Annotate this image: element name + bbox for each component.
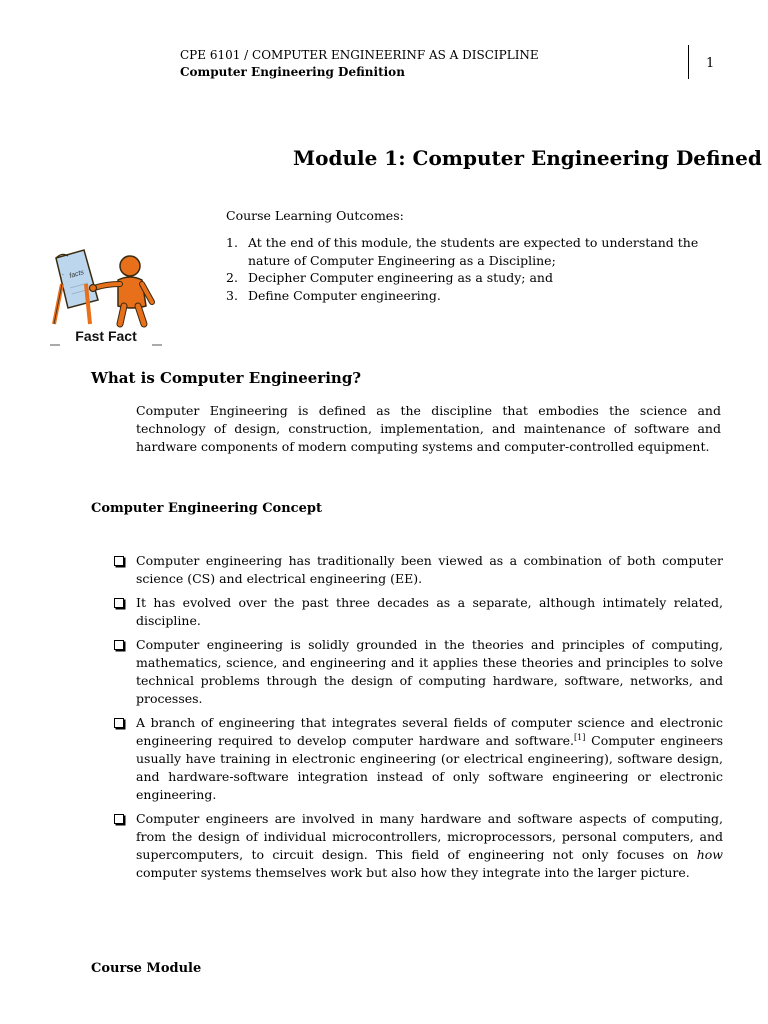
checkbox-bullet-icon <box>114 556 124 566</box>
section-heading-course-module: Course Module <box>91 961 202 976</box>
definition-paragraph: Computer Engineering is defined as the discipline that embodies the science and technology of design, construction, implementation, and maintenance of software and hardware components of modern computing systems and computer-controlled equipment. <box>136 403 721 454</box>
checkbox-bullet-icon <box>114 718 124 728</box>
bullet-text-before: A branch of engineering that integrates several fields of computer science and electronic engineering required to develop computer hardware and software. <box>136 715 723 748</box>
outcome-item <box>226 234 726 269</box>
section-heading-what-is: What is Computer Engineering? <box>91 369 362 387</box>
outcome-number: 2. <box>226 270 238 285</box>
concept-bullet-list <box>112 552 723 888</box>
svg-text:facts: facts <box>68 269 85 280</box>
outcome-text: Define Computer engineering. <box>248 287 441 303</box>
concept-bullet <box>112 552 723 588</box>
bullet-text-before: Computer engineers are involved in many hardware and software aspects of computing, from the design of individual microcontrollers, microprocessors, personal computers, and supercomputers, to circuit design. This field of engineering not only focuses on <box>136 811 723 862</box>
concept-bullet <box>112 810 723 882</box>
module-title: Module 1: Computer Engineering Defined <box>293 146 762 170</box>
facts-sign-icon <box>56 250 98 308</box>
footnote-ref: [1] <box>574 732 586 742</box>
bullet-emphasis: how <box>696 847 723 862</box>
concept-bullet <box>112 714 723 804</box>
presenter-figure-icon <box>90 256 153 324</box>
page-number: 1 <box>706 56 715 71</box>
header-subtitle: Computer Engineering Definition <box>180 65 405 79</box>
bullet-text: Computer engineering has traditionally been viewed as a combination of both computer science (CS) and electrical engineering (EE). <box>136 553 723 586</box>
header-divider <box>688 45 689 79</box>
outcome-number: 3. <box>226 287 238 303</box>
section-heading-concept: Computer Engineering Concept <box>91 501 322 516</box>
concept-bullet <box>112 594 723 630</box>
checkbox-bullet-icon <box>114 814 124 824</box>
checkbox-bullet-icon <box>114 640 124 650</box>
bullet-text: It has evolved over the past three decades as a separate, although intimately related, discipline. <box>136 595 723 628</box>
fast-fact-illustration <box>48 244 164 348</box>
bullet-text-after: Computer engineers usually have training in electronic engineering (or electrical engineering), software design, and hardware-software integration instead of only software engineering or electronic engineering. <box>136 733 723 802</box>
checkbox-bullet-icon <box>114 598 124 608</box>
bullet-text: Computer engineering is solidly grounded in the theories and principles of computing, mathematics, science, and engineering and it applies these theories and principles to solve technical problems through the design of computing hardware, software, networks, and processes. <box>136 637 723 706</box>
bullet-text-after: computer systems themselves work but also how they integrate into the larger picture. <box>136 865 690 880</box>
fast-fact-caption: Fast Fact <box>75 328 137 344</box>
outcomes-list <box>226 234 726 304</box>
outcome-number: 1. <box>226 235 238 250</box>
outcome-item <box>226 287 726 305</box>
concept-bullet <box>112 636 723 708</box>
outcome-item <box>226 269 726 287</box>
outcome-text: Decipher Computer engineering as a study; and <box>248 270 553 285</box>
outcomes-label: Course Learning Outcomes: <box>226 208 404 223</box>
outcome-text: At the end of this module, the students are expected to understand the nature of Computer Engineering as a Discipline; <box>248 235 699 268</box>
header-course-title: CPE 6101 / COMPUTER ENGINEERINF AS A DISCIPLINE <box>180 48 539 62</box>
